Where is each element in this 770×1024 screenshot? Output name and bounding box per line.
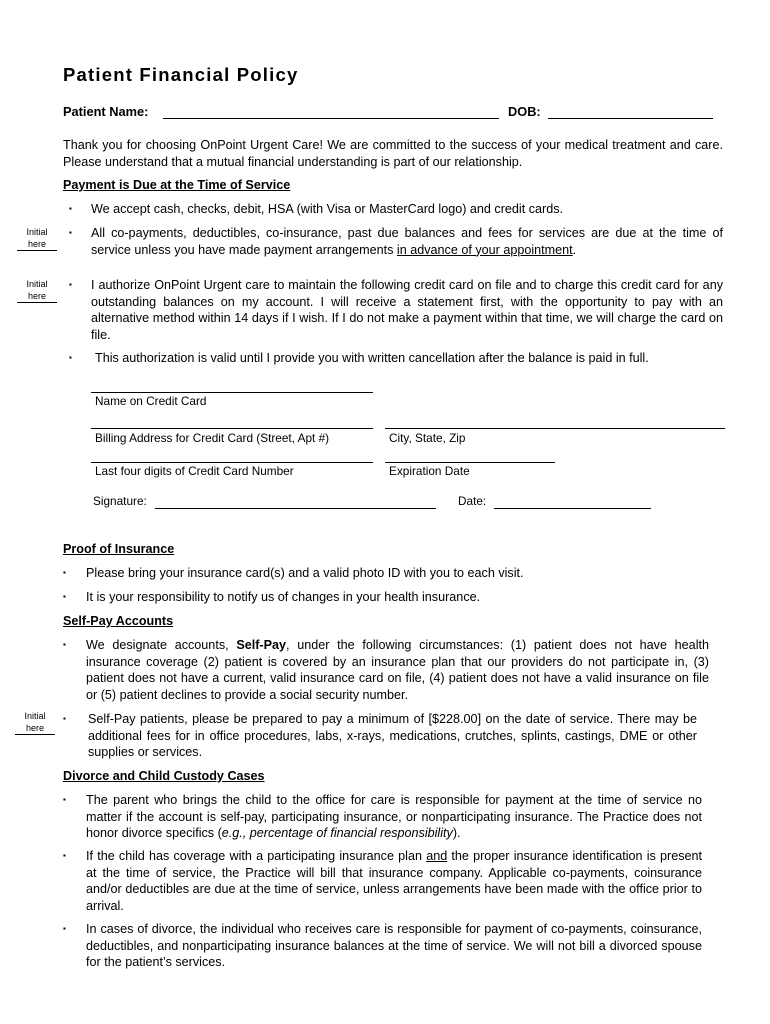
selfpay-heading: Self-Pay Accounts	[63, 614, 174, 628]
bullet-icon: ▪	[69, 353, 72, 362]
divorce-bullet-3: In cases of divorce, the individual who receives care is responsible for payment of co-payments, coinsurance, deductibles, and nonparticipating insurance balances at the time of service. We will not bill a divorced spouse for the patient’s services.	[86, 922, 702, 969]
selfpay-bullet-1: We designate accounts, Self-Pay, under the following circumstances: (1) patient does not have health insurance coverage (2) patient is covered by an insurance plan that our providers do not participate in, (3) patient does not have a current, valid insurance card on file, (4) patient does not have a valid insurance on file or (5) patient declines to provide a social security number.	[86, 638, 709, 702]
initial-field-3[interactable]	[15, 734, 55, 735]
dob-field[interactable]	[548, 118, 713, 119]
initial-here-label: Initial here	[26, 279, 48, 301]
initial-field-1[interactable]	[17, 250, 57, 251]
signature-field[interactable]	[155, 508, 436, 509]
insurance-heading: Proof of Insurance	[63, 542, 175, 556]
bullet-icon: ▪	[63, 640, 66, 649]
bullet-icon: ▪	[63, 924, 66, 933]
bullet-icon: ▪	[69, 204, 72, 213]
selfpay-bullet-2: Self-Pay patients, please be prepared to pay a minimum of [$228.00] on the date of service. There may be additional fees for in office procedures, labs, x-rays, medications, crutches, splints, castings, DME or other supplies or services.	[88, 712, 697, 759]
bullet-icon: ▪	[63, 592, 66, 601]
insurance-bullet-2: It is your responsibility to notify us of changes in your health insurance.	[86, 590, 481, 604]
intro-paragraph: Thank you for choosing OnPoint Urgent Care! We are committed to the success of your medical treatment and care. Please understand that a mutual financial understanding is part of our relationship.	[63, 138, 723, 169]
payment-bullet-1: We accept cash, checks, debit, HSA (with Visa or MasterCard logo) and credit cards.	[91, 202, 564, 216]
initial-here-label: Initial here	[26, 227, 48, 249]
dob-label: DOB:	[508, 104, 541, 119]
payment-heading: Payment is Due at the Time of Service	[63, 178, 291, 192]
bullet-icon: ▪	[69, 280, 72, 289]
expiration-field[interactable]	[385, 462, 555, 463]
payment-bullet-3: I authorize OnPoint Urgent care to maintain the following credit card on file and to charge this credit card for any outstanding balances on my account. I will receive a statement first, with the opportunity to pay with an alternative method within 14 days if I wish. If I do not make a payment within that time, we will charge the card on file.	[91, 278, 723, 342]
bullet-icon: ▪	[63, 568, 66, 577]
bullet-icon: ▪	[63, 714, 66, 723]
patient-name-field[interactable]	[163, 118, 499, 119]
initial-here-label: Initial here	[24, 711, 46, 733]
bullet-icon: ▪	[63, 851, 66, 860]
city-state-zip-field[interactable]	[385, 428, 725, 429]
bullet-icon: ▪	[69, 228, 72, 237]
last-four-label: Last four digits of Credit Card Number	[95, 464, 294, 478]
page-title: Patient Financial Policy	[63, 64, 299, 85]
name-on-card-label: Name on Credit Card	[95, 394, 207, 408]
divorce-heading: Divorce and Child Custody Cases	[63, 769, 265, 783]
date-field[interactable]	[494, 508, 651, 509]
signature-label: Signature:	[93, 494, 147, 508]
billing-address-field[interactable]	[91, 428, 373, 429]
last-four-field[interactable]	[91, 462, 373, 463]
city-state-zip-label: City, State, Zip	[389, 431, 466, 445]
bullet-icon: ▪	[63, 795, 66, 804]
date-label: Date:	[458, 494, 487, 508]
divorce-bullet-1: The parent who brings the child to the office for care is responsible for payment at the time of service no matter if the account is self-pay, participating insurance, or nonparticipating insurance. The Practice does not honor divorce specifics (e.g., percentage of financial responsibility).	[86, 793, 702, 840]
payment-bullet-4: This authorization is valid until I provide you with written cancellation after the balance is paid in full.	[95, 351, 649, 365]
patient-name-label: Patient Name:	[63, 104, 149, 119]
name-on-card-field[interactable]	[91, 392, 373, 393]
payment-bullet-2: All co-payments, deductibles, co-insurance, past due balances and fees for services are due at the time of service unless you have made payment arrangements in advance of your appointment.	[91, 226, 723, 257]
initial-field-2[interactable]	[17, 302, 57, 303]
expiration-label: Expiration Date	[389, 464, 470, 478]
divorce-bullet-2: If the child has coverage with a participating insurance plan and the proper insurance identification is present at the time of service, the Practice will bill that insurance company. Applicable co-payments, coinsurance and/or deductibles are due at the time of service, unless arrangements have been made with the office prior to arrival.	[86, 849, 702, 913]
billing-address-label: Billing Address for Credit Card (Street, Apt #)	[95, 431, 330, 445]
insurance-bullet-1: Please bring your insurance card(s) and a valid photo ID with you to each visit.	[86, 566, 524, 580]
